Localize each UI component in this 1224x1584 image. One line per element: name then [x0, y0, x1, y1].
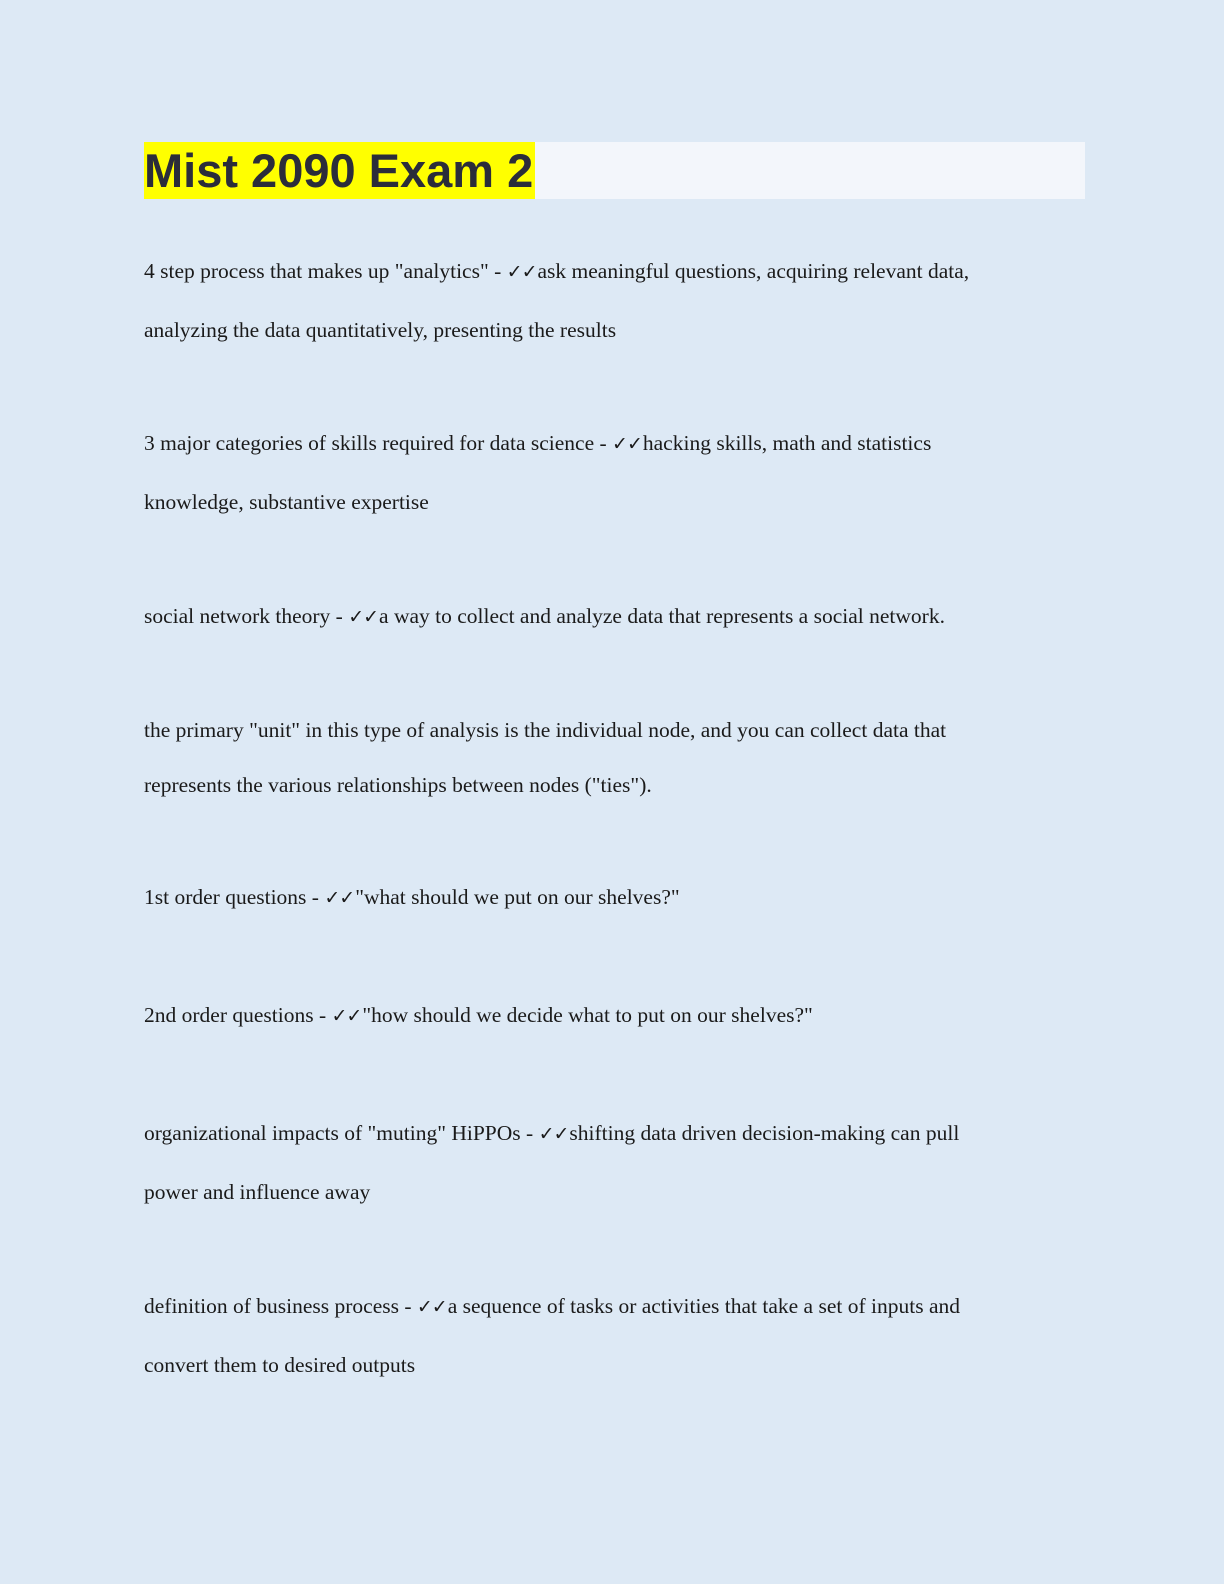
- entry-2-line-1: [144, 429, 931, 458]
- entry-answer-continued: power and influence away: [144, 1180, 371, 1204]
- entry-answer: a way to collect and analyze data that represents a social network.: [379, 604, 945, 628]
- entry-answer: hacking skills, math and statistics: [642, 431, 932, 455]
- entry-term: social network theory -: [144, 604, 349, 628]
- entry-answer-continued: analyzing the data quantitatively, presenting the results: [144, 318, 617, 342]
- entry-term: organizational impacts of "muting" HiPPOs -: [144, 1121, 539, 1145]
- entry-answer: a sequence of tasks or activities that take a set of inputs and: [447, 1294, 960, 1318]
- entry-answer-continued: knowledge, substantive expertise: [144, 490, 429, 514]
- entry-2-line-2: [144, 488, 429, 516]
- entry-3-line-1: [144, 602, 945, 631]
- entry-8-line-1: [144, 1292, 960, 1321]
- entry-1-line-1: [144, 257, 969, 286]
- paragraph-text-continued: represents the various relationships between nodes ("ties").: [144, 773, 652, 797]
- entry-term: 1st order questions -: [144, 885, 325, 909]
- entry-term: 3 major categories of skills required for data science -: [144, 431, 613, 455]
- entry-7-line-2: [144, 1178, 370, 1206]
- entry-4-line-1: [144, 716, 946, 744]
- entry-term: 2nd order questions -: [144, 1003, 332, 1027]
- double-check-icon: ✓✓: [331, 1005, 362, 1027]
- document-title: Mist 2090 Exam 2: [144, 144, 534, 197]
- entry-8-line-2: [144, 1351, 415, 1379]
- entry-term: definition of business process -: [144, 1294, 417, 1318]
- double-check-icon: ✓✓: [506, 261, 537, 283]
- double-check-icon: ✓✓: [324, 887, 355, 909]
- double-check-icon: ✓✓: [348, 606, 379, 628]
- entry-5-line-1: [144, 883, 680, 912]
- entry-answer-continued: convert them to desired outputs: [144, 1353, 416, 1377]
- double-check-icon: ✓✓: [416, 1296, 447, 1318]
- entry-term: 4 step process that makes up "analytics" -: [144, 259, 507, 283]
- double-check-icon: ✓✓: [612, 433, 642, 455]
- entry-4-line-2: [144, 771, 652, 799]
- entry-7-line-1: [144, 1119, 959, 1148]
- entry-answer: ask meaningful questions, acquiring relevant data,: [537, 259, 970, 283]
- entry-answer: shifting data driven decision-making can pull: [569, 1121, 960, 1145]
- entry-1-line-2: [144, 316, 616, 344]
- paragraph-text: the primary "unit" in this type of analysis is the individual node, and you can collect data that: [144, 718, 947, 742]
- entry-6-line-1: [144, 1001, 813, 1030]
- entry-answer: "how should we decide what to put on our shelves?": [362, 1003, 813, 1027]
- double-check-icon: ✓✓: [538, 1123, 569, 1145]
- entry-answer: "what should we put on our shelves?": [355, 885, 680, 909]
- title-highlight: [144, 142, 535, 199]
